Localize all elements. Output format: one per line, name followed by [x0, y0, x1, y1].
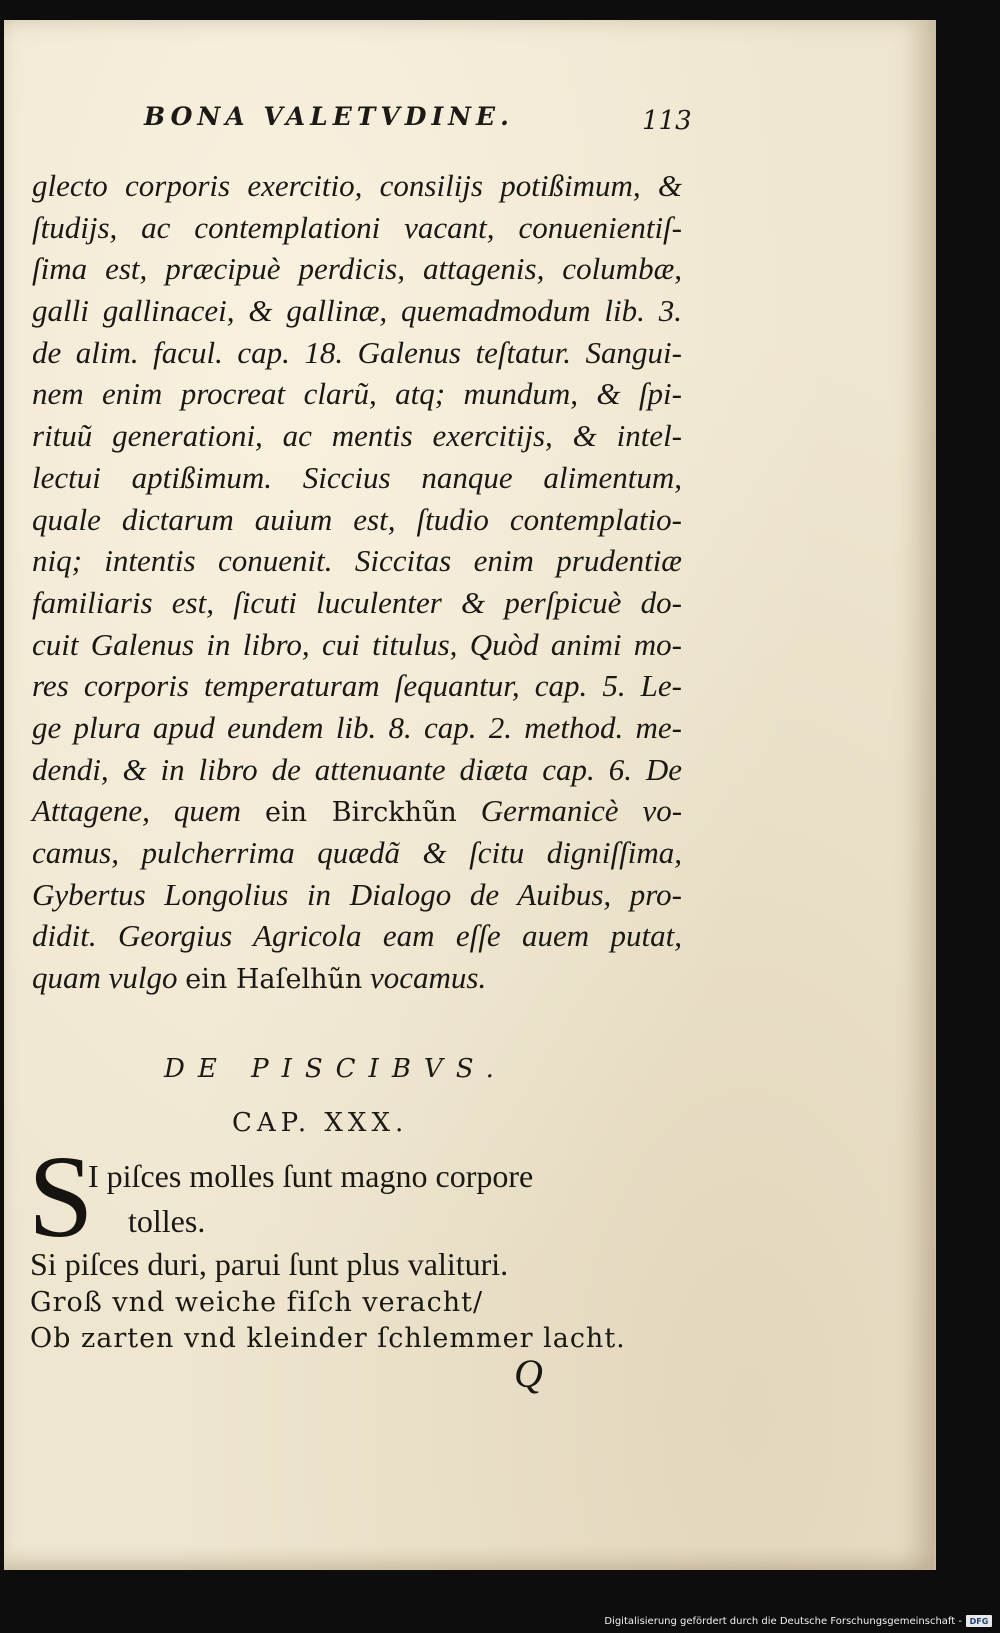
page-header	[144, 102, 704, 146]
verse-line: I piſces molles ſunt magno corpore	[88, 1158, 534, 1194]
text-line: ſima est, præcipuè perdicis, attagenis, columbæ,	[32, 251, 682, 287]
text-line: glecto corporis exercitio, consilijs potißimum, &	[32, 168, 682, 203]
text-line: nem enim procreat clarũ, atq; mundum, & ſpi-	[32, 376, 682, 412]
page-number: 113	[642, 106, 692, 136]
text-line: quale dictarum auium est, ſtudio contemplatio-	[32, 501, 682, 537]
german-verse-line: Ob zarten vnd kleinder ſchlemmer lacht.	[30, 1323, 626, 1354]
verse-line: Si piſces duri, parui ſunt plus valituri.	[30, 1246, 509, 1282]
text-line-mixed	[32, 957, 682, 999]
latin-segment: vocamus.	[370, 960, 487, 996]
catchword: Q	[514, 1351, 543, 1396]
dfg-logo: DFG	[966, 1615, 992, 1627]
fraktur-segment: ein Haſelhũn	[185, 964, 363, 996]
fraktur-segment: ein Birckhũn	[264, 797, 457, 829]
text-line: lectui aptißimum. Siccius nanque alimentum,	[32, 459, 682, 495]
section-title: DE PISCIBVS.	[164, 1054, 507, 1084]
text-line: niq; intentis conuenit. Siccitas enim prudentiæ	[32, 543, 682, 579]
footer-text: Digitalisierung gefördert durch die Deutsche Forschungsgemeinschaft -	[604, 1615, 962, 1627]
body-text	[32, 165, 682, 999]
running-head: BONA VALETVDINE.	[144, 102, 514, 131]
text-line: galli gallinacei, & gallinæ, quemadmodum lib. 3.	[32, 293, 682, 329]
digitization-footer	[604, 1612, 992, 1630]
text-line-mixed	[32, 790, 682, 832]
text-line: rituũ generationi, ac mentis exercitijs, & intel-	[32, 418, 682, 454]
latin-segment: quam vulgo	[32, 960, 178, 996]
text-line: familiaris est, ſicuti luculenter & perſpicuè do-	[32, 584, 682, 620]
text-line: cuit Galenus in libro, cui titulus, Quòd animi mo-	[32, 626, 682, 662]
book-page	[4, 20, 936, 1570]
german-verse-line: Groß vnd weiche fiſch veracht/	[30, 1287, 484, 1318]
text-line: Gybertus Longolius in Dialogo de Auibus, pro-	[32, 876, 682, 912]
text-line: ge plura apud eundem lib. 8. cap. 2. method. me-	[32, 709, 682, 745]
verse-line: tolles.	[128, 1203, 206, 1239]
latin-segment: Attagene, quem	[32, 793, 242, 829]
chapter-heading: CAP. XXX.	[232, 1108, 409, 1138]
latin-segment: Germanicè vo-	[480, 793, 683, 829]
text-line: camus, pulcherrima quædã & ſcitu digniſſima,	[32, 835, 682, 870]
drop-cap: S	[28, 1131, 94, 1262]
text-line: de alim. facul. cap. 18. Galenus teſtatur. Sangui-	[32, 334, 682, 370]
text-line: didit. Georgius Agricola eam eſſe auem putat,	[32, 918, 682, 954]
text-line: res corporis temperaturam ſequantur, cap. 5. Le-	[32, 668, 682, 704]
text-line: ſtudijs, ac contemplationi vacant, conuenientiſ-	[32, 209, 682, 245]
text-line: dendi, & in libro de attenuante diæta cap. 6. De	[32, 751, 682, 787]
